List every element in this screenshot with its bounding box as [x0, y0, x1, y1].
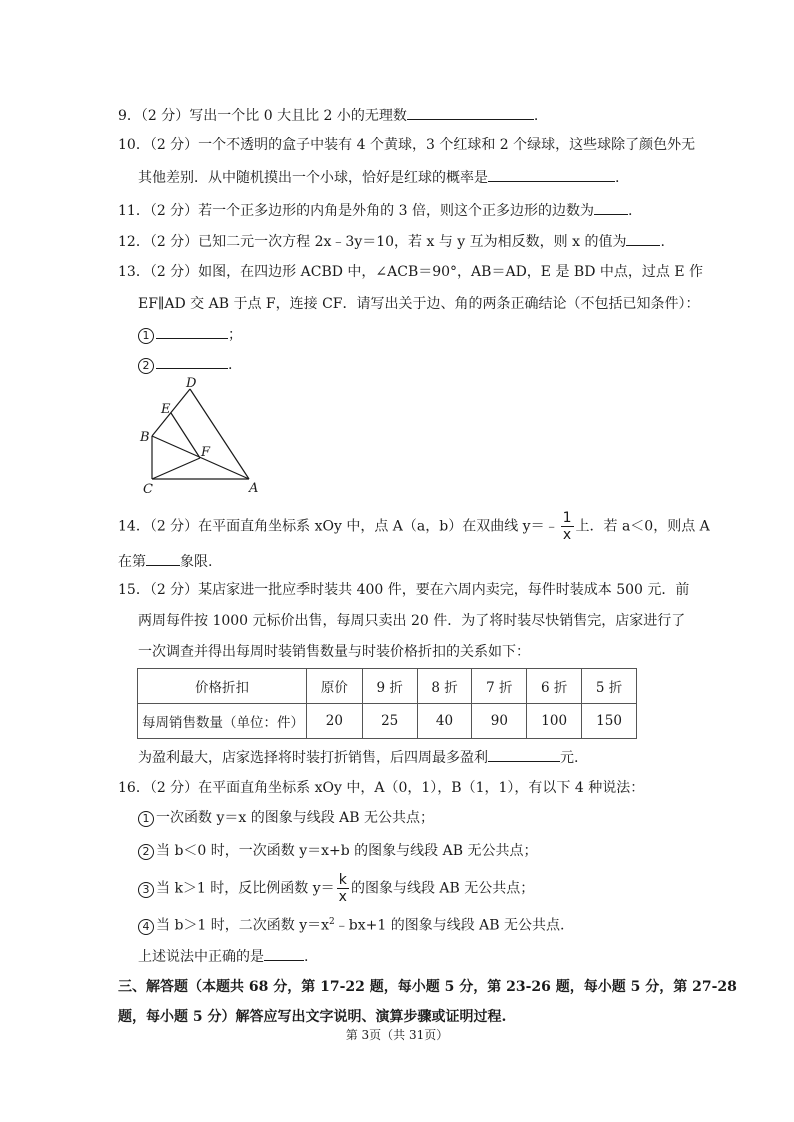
table-cell: 40	[417, 704, 472, 739]
circle-number-3: 3	[138, 882, 154, 898]
label-d: D	[186, 376, 197, 391]
q16-line1: 16．（2 分）在平面直角坐标系 xOy 中，A（0，1），B（1，1），有以下 4 种说法：	[118, 780, 645, 796]
segment-cf	[152, 458, 200, 479]
q13-item1: 1 ；	[138, 323, 242, 345]
q13-line1: 13．（2 分）如图，在四边形 ACBD 中，∠ACB＝90°，AB＝AD，E 是 BD 中点，过点 E 作	[118, 264, 703, 280]
section3-heading-line2: 题，每小题 5 分）解答应写出文字说明、演算步骤或证明过程.	[118, 1009, 507, 1025]
table-cell: 6 折	[527, 669, 582, 704]
table-cell: 原价	[307, 669, 363, 704]
table-cell: 100	[527, 704, 582, 739]
q16-statement-1: 1 一次函数 y＝x 的图象与线段 AB 无公共点；	[138, 808, 434, 828]
table-cell: 7 折	[472, 669, 527, 704]
q13-geometry-figure	[135, 376, 265, 496]
q10-line1: 10．（2 分）一个不透明的盒子中装有 4 个黄球，3 个红球和 2 个绿球，这些球除了颜色外无	[118, 137, 696, 153]
circle-number-4: 4	[138, 919, 154, 935]
q15-answer-blank[interactable]	[488, 746, 560, 762]
table-row-discount	[138, 669, 637, 704]
q15-line3: 一次调查并得出每周时装销售数量与时装价格折扣的关系如下：	[138, 644, 530, 660]
label-c: C	[143, 482, 153, 496]
label-a: A	[249, 481, 259, 496]
circle-number-1: 1	[138, 328, 154, 344]
table-header-cell: 价格折扣	[138, 669, 307, 704]
circle-number-2: 2	[138, 844, 154, 860]
q9-text: 9．（2 分）写出一个比 0 大且比 2 小的无理数	[118, 108, 407, 124]
table-cell: 90	[472, 704, 527, 739]
q13-answer-blank-2[interactable]	[156, 353, 228, 369]
label-b: B	[140, 430, 150, 445]
q12-text: 12．（2 分）已知二元一次方程 2x﹣3y＝10，若 x 与 y 互为相反数，则 x 的值为	[118, 234, 627, 250]
circle-number-2: 2	[138, 358, 154, 374]
q9-answer-blank[interactable]	[407, 104, 534, 120]
q16-statement-3: 3 当 k＞1 时，反比例函数 y＝ $\frac{k}{x}$ 的图象与线段 AB 无公共点；	[138, 872, 534, 905]
q14-line2: 在第 象限.	[118, 550, 212, 572]
label-f: F	[201, 445, 211, 460]
table-row-sales	[138, 704, 637, 739]
table-cell: 9 折	[362, 669, 417, 704]
q14-line1: 14．（2 分）在平面直角坐标系 xOy 中，点 A（a，b）在双曲线 y＝﹣ $\frac{1}{x}$ 上．若 a＜0，则点 A	[118, 510, 710, 543]
q13-item2: 2 .	[138, 353, 232, 375]
q15-discount-table	[137, 668, 637, 739]
q10-answer-blank[interactable]	[488, 166, 615, 182]
q15-line2: 两周每件按 1000 元标价出售，每周只卖出 20 件．为了将时装尽快销售完，店家进行了	[138, 613, 686, 629]
q12-line: 12．（2 分）已知二元一次方程 2x﹣3y＝10，若 x 与 y 互为相反数，则 x 的值为 .	[118, 230, 665, 252]
q13-answer-blank-1[interactable]	[156, 323, 228, 339]
label-e: E	[161, 402, 171, 417]
fraction-neg-one-over-x: $\frac{1}{x}$	[562, 510, 572, 543]
page-footer: 第 3页（共 31页）	[345, 1028, 449, 1042]
q13-line2: EF∥AD 交 AB 于点 F，连接 CF．请写出关于边、角的两条正确结论（不包括已知条件）：	[138, 296, 700, 312]
table-header-cell: 每周销售数量（单位：件）	[138, 704, 307, 739]
table-cell: 20	[307, 704, 363, 739]
q16-statement-4: 4 当 b＞1 时，二次函数 $y=x^2﹣bx+1$ 的图象与线段 AB 无公共点.	[138, 912, 564, 936]
table-cell: 8 折	[417, 669, 472, 704]
circle-number-1: 1	[138, 811, 154, 827]
section3-heading-line1: 三、解答题（本题共 68 分，第 17-22 题，每小题 5 分，第 23-26 题，每小题 5 分，第 27-28	[118, 979, 737, 995]
q16-statement-2: 2 当 b＜0 时，一次函数 y＝x+b 的图象与线段 AB 无公共点；	[138, 841, 537, 861]
q16-answer-line: 上述说法中正确的是 .	[138, 945, 308, 967]
q9-line: 9．（2 分）写出一个比 0 大且比 2 小的无理数 .	[118, 104, 538, 126]
q11-answer-blank[interactable]	[594, 199, 628, 215]
table-cell: 150	[582, 704, 637, 739]
q11-line: 11．（2 分）若一个正多边形的内角是外角的 3 倍，则这个正多边形的边数为 .	[118, 199, 632, 221]
table-cell: 5 折	[582, 669, 637, 704]
q15-after: 为盈利最大，店家选择将时装打折销售，后四周最多盈利 元.	[138, 746, 578, 768]
q14-answer-blank[interactable]	[146, 550, 180, 566]
segment-bd	[152, 389, 190, 436]
q10-line2: 其他差别．从中随机摸出一个小球，恰好是红球的概率是 .	[138, 166, 619, 188]
q16-answer-blank[interactable]	[264, 945, 304, 961]
fraction-k-over-x: $\frac{k}{x}$	[338, 872, 347, 905]
q11-text: 11．（2 分）若一个正多边形的内角是外角的 3 倍，则这个正多边形的边数为	[118, 203, 594, 219]
table-cell: 25	[362, 704, 417, 739]
q15-line1: 15．（2 分）某店家进一批应季时装共 400 件，要在六周内卖完，每件时装成本 500 元．前	[118, 582, 690, 598]
q12-answer-blank[interactable]	[626, 230, 660, 246]
